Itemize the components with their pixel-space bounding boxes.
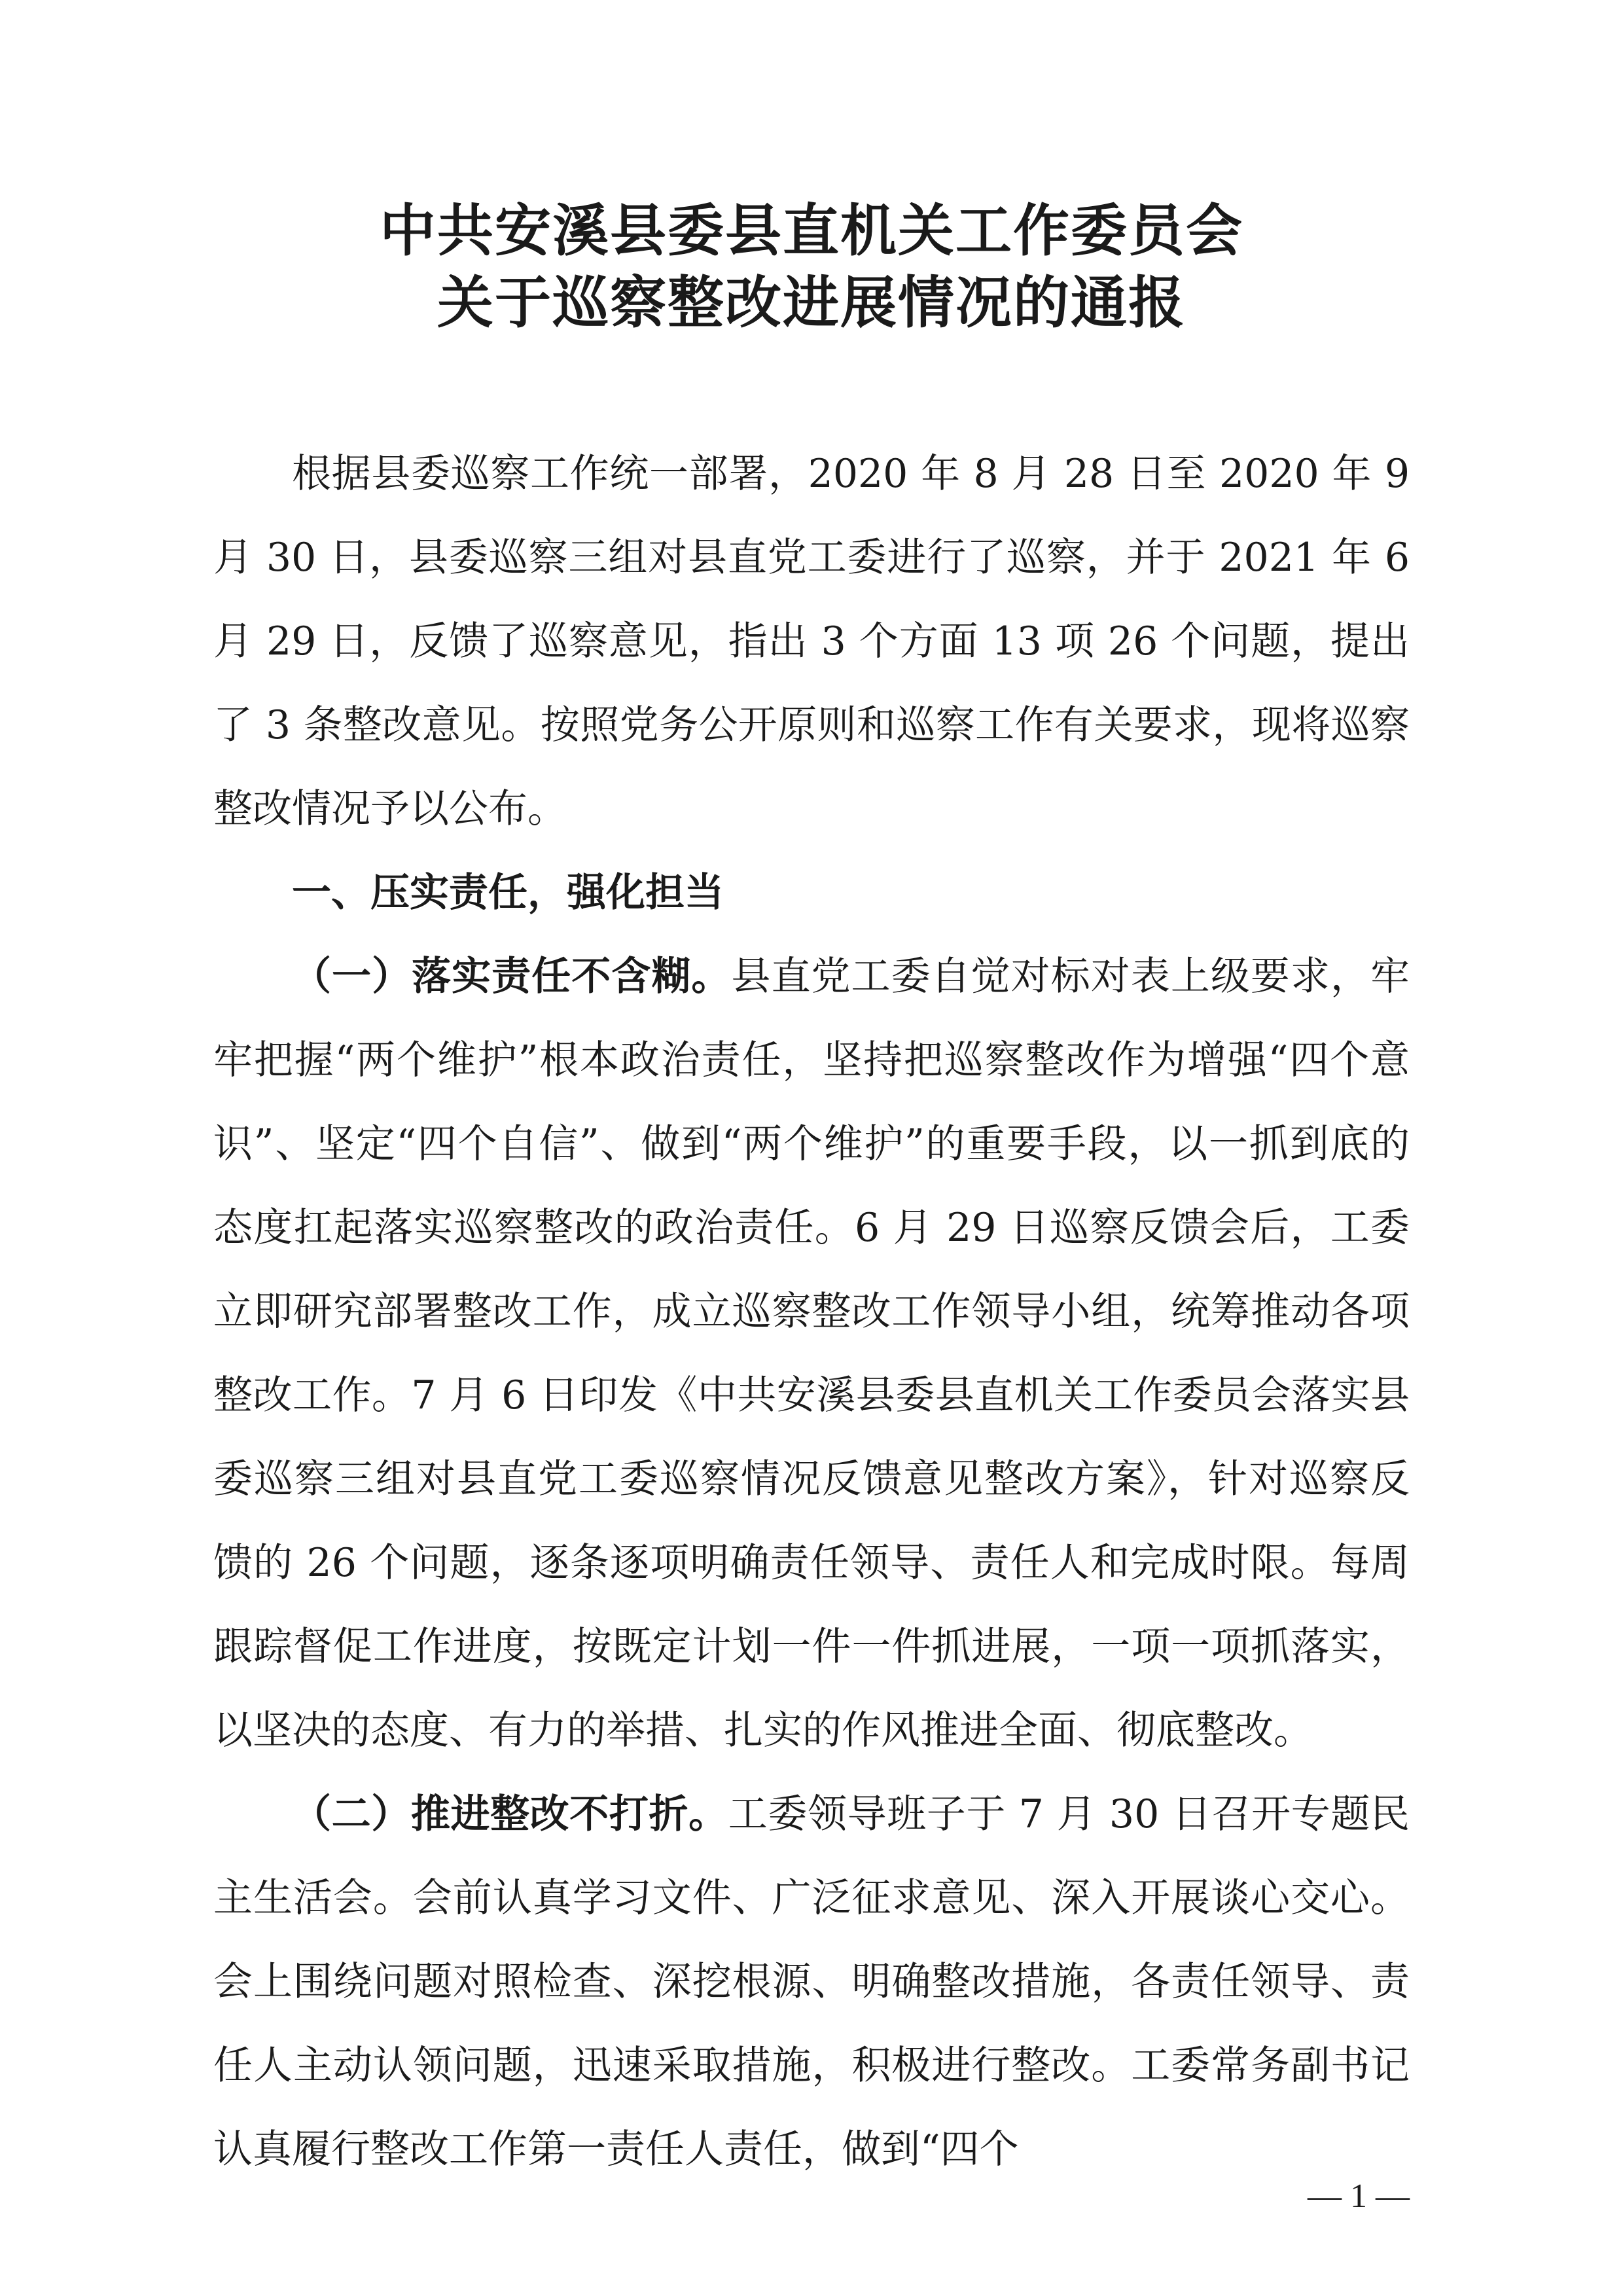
subsection-2-text: 工委领导班子于 7 月 30 日召开专题民主生活会。会前认真学习文件、广泛征求意见、深入开展谈心交心。会上围绕问题对照检查、深挖根源、明确整改措施，各责任领导、责任人主动认领问题，迅速采取措施，积极进行整改。工委常务副书记认真履行整改工作第一责任人责任，做到“四个 <box>213 1791 1410 2172</box>
subsection-1-paragraph <box>213 935 1410 1772</box>
section-heading-1: 一、压实责任，强化担当 <box>292 870 724 916</box>
document-body <box>213 432 1410 2191</box>
subsection-1-text: 县直党工委自觉对标对表上级要求，牢牢把握“两个维护”根本政治责任，坚持把巡察整改作为增强“四个意识”、坚定“四个自信”、做到“两个维护”的重要手段，以一抓到底的态度扛起落实巡察整改的政治责任。6 月 29 日巡察反馈会后，工委立即研究部署整改工作，成立巡察整改工作领导小组，统筹推动各项整改工作。7 月 6 日印发《中共安溪县委县直机关工作委员会落实县委巡察三组对县直党工委巡察情况反馈意见整改方案》，针对巡察反馈的 26 个问题，逐条逐项明确责任领导、责任人和完成时限。每周跟踪督促工作进度，按既定计划一件一件抓进展，一项一项抓落实，以坚决的态度、有力的举措、扎实的作风推进全面、彻底整改。 <box>213 954 1410 1753</box>
page-number: — 1 — <box>1308 2178 1410 2215</box>
subsection-2-lead: （二）推进整改不打折。 <box>292 1791 728 1837</box>
subsection-2-paragraph <box>213 1772 1410 2191</box>
subsection-1-lead: （一）落实责任不含糊。 <box>292 954 732 999</box>
intro-paragraph: 根据县委巡察工作统一部署，2020 年 8 月 28 日至 2020 年 9 月 30 日，县委巡察三组对县直党工委进行了巡察，并于 2021 年 6 月 29 日，反馈了巡察意见，指出 3 个方面 13 项 26 个问题，提出了 3 条整改意见。按照党务公开原则和巡察工作有关要求，现将巡察整改情况予以公布。 <box>213 451 1410 832</box>
document-title-line-2: 关于巡察整改进展情况的通报 <box>437 270 1186 336</box>
document-title-line-1: 中共安溪县委县直机关工作委员会 <box>380 198 1243 264</box>
